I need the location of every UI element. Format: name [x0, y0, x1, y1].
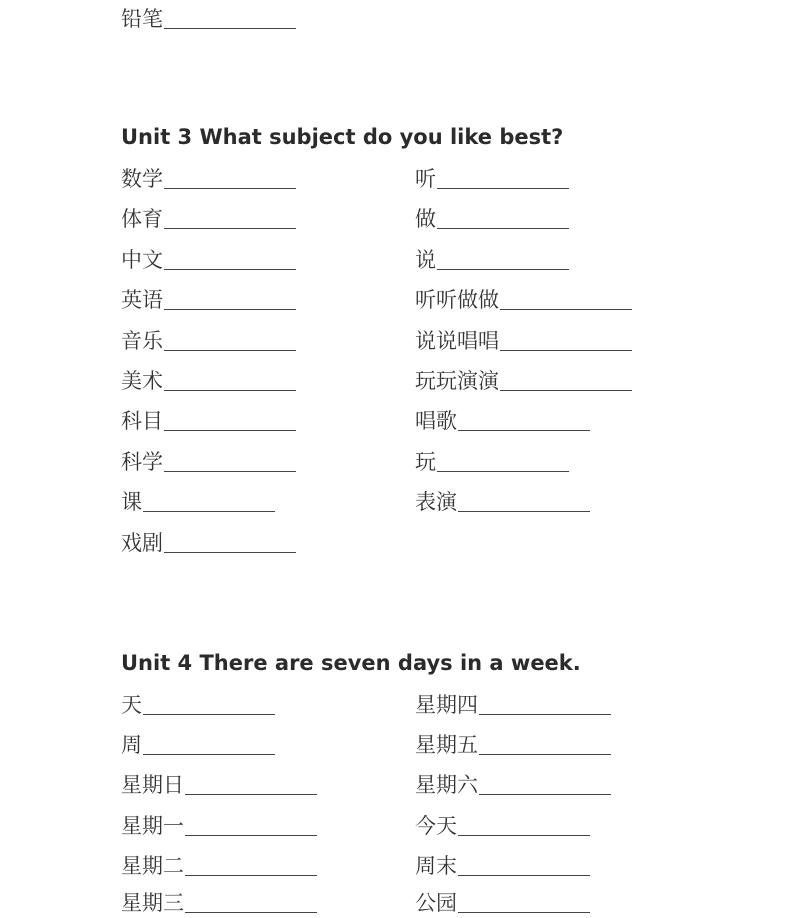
answer-blank[interactable] — [185, 793, 317, 795]
answer-blank[interactable] — [458, 834, 590, 836]
vocab-item — [121, 285, 296, 315]
vocab-word: 英语 — [121, 288, 163, 312]
answer-blank[interactable] — [143, 753, 275, 755]
vocab-word: 说 — [415, 248, 436, 272]
vocab-item — [121, 851, 317, 881]
answer-blank[interactable] — [479, 713, 611, 715]
answer-blank[interactable] — [143, 510, 275, 512]
vocab-item — [415, 811, 590, 841]
vocab-word: 星期五 — [415, 733, 478, 757]
answer-blank[interactable] — [164, 268, 296, 270]
vocab-item — [121, 406, 296, 436]
answer-blank[interactable] — [164, 429, 296, 431]
vocab-word: 天 — [121, 693, 142, 717]
answer-blank[interactable] — [164, 27, 296, 29]
answer-blank[interactable] — [437, 227, 569, 229]
vocab-item — [121, 164, 296, 194]
vocab-item — [121, 245, 296, 275]
answer-blank[interactable] — [164, 227, 296, 229]
vocab-word: 今天 — [415, 814, 457, 838]
answer-blank[interactable] — [458, 874, 590, 876]
vocab-word: 唱歌 — [415, 409, 457, 433]
vocab-word: 科学 — [121, 450, 163, 474]
answer-blank[interactable] — [164, 389, 296, 391]
answer-blank[interactable] — [458, 429, 590, 431]
vocab-word: 中文 — [121, 248, 163, 272]
vocab-item — [121, 811, 317, 841]
answer-blank[interactable] — [185, 911, 317, 913]
vocab-word: 听 — [415, 167, 436, 191]
vocab-item — [415, 204, 569, 234]
unit-3-title: Unit 3 What subject do you like best? — [121, 125, 564, 149]
vocab-item — [121, 487, 275, 517]
vocab-word: 戏剧 — [121, 531, 163, 555]
vocab-item — [121, 770, 317, 800]
vocab-item — [121, 204, 296, 234]
vocab-item — [415, 406, 590, 436]
vocab-item — [415, 326, 632, 356]
vocab-item — [415, 245, 569, 275]
vocab-word: 说说唱唱 — [415, 329, 499, 353]
answer-blank[interactable] — [437, 470, 569, 472]
answer-blank[interactable] — [164, 308, 296, 310]
vocab-item — [121, 888, 317, 918]
answer-blank[interactable] — [500, 349, 632, 351]
answer-blank[interactable] — [437, 268, 569, 270]
vocab-item — [121, 528, 296, 558]
vocab-item — [415, 285, 632, 315]
vocab-item — [121, 366, 296, 396]
answer-blank[interactable] — [164, 470, 296, 472]
answer-blank[interactable] — [437, 187, 569, 189]
vocab-word: 体育 — [121, 207, 163, 231]
answer-blank[interactable] — [458, 510, 590, 512]
vocab-item — [415, 730, 611, 760]
vocab-word: 玩玩演演 — [415, 369, 499, 393]
vocab-item — [415, 690, 611, 720]
vocab-item — [415, 770, 611, 800]
vocab-word: 玩 — [415, 450, 436, 474]
answer-blank[interactable] — [185, 834, 317, 836]
vocab-word: 星期一 — [121, 814, 184, 838]
vocab-word: 星期二 — [121, 854, 184, 878]
vocab-word: 铅笔 — [121, 7, 163, 31]
vocab-word: 周 — [121, 733, 142, 757]
vocab-word: 课 — [121, 490, 142, 514]
vocab-item — [121, 690, 275, 720]
vocab-item — [415, 888, 590, 918]
vocab-word: 科目 — [121, 409, 163, 433]
answer-blank[interactable] — [479, 753, 611, 755]
vocab-item — [121, 447, 296, 477]
vocab-word: 数学 — [121, 167, 163, 191]
answer-blank[interactable] — [500, 308, 632, 310]
answer-blank[interactable] — [164, 349, 296, 351]
vocab-word: 音乐 — [121, 329, 163, 353]
vocab-word: 星期四 — [415, 693, 478, 717]
answer-blank[interactable] — [458, 911, 590, 913]
vocab-word: 周末 — [415, 854, 457, 878]
vocab-word: 星期日 — [121, 773, 184, 797]
vocab-item — [121, 326, 296, 356]
vocab-word: 听听做做 — [415, 288, 499, 312]
answer-blank[interactable] — [164, 551, 296, 553]
answer-blank[interactable] — [164, 187, 296, 189]
vocab-item — [415, 851, 590, 881]
vocab-word: 星期三 — [121, 891, 184, 915]
vocab-word: 做 — [415, 207, 436, 231]
vocab-word: 美术 — [121, 369, 163, 393]
vocab-item — [415, 447, 569, 477]
vocab-item — [121, 4, 296, 34]
answer-blank[interactable] — [143, 713, 275, 715]
unit-4-title: Unit 4 There are seven days in a week. — [121, 651, 581, 675]
vocab-item — [121, 730, 275, 760]
vocab-item — [415, 487, 590, 517]
answer-blank[interactable] — [185, 874, 317, 876]
vocab-word: 公园 — [415, 891, 457, 915]
answer-blank[interactable] — [500, 389, 632, 391]
vocab-word: 表演 — [415, 490, 457, 514]
vocab-item — [415, 366, 632, 396]
vocab-word: 星期六 — [415, 773, 478, 797]
vocab-item — [415, 164, 569, 194]
answer-blank[interactable] — [479, 793, 611, 795]
